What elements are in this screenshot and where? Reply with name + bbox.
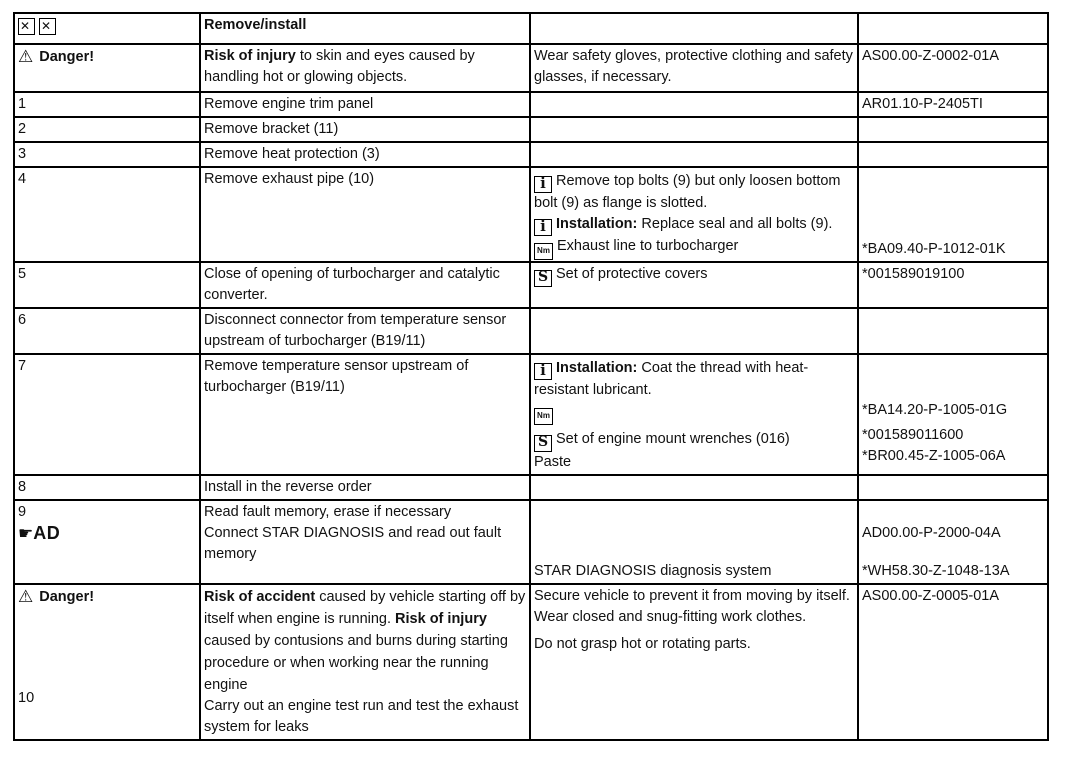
step-refs xyxy=(858,500,1048,584)
tool-text: Set of protective covers xyxy=(556,266,708,282)
step-text: Disconnect connector from temperature sensor upstream of turbocharger (B19/11) xyxy=(200,308,530,354)
danger-risk-cell xyxy=(200,584,530,740)
step-tool xyxy=(530,262,858,308)
step-row xyxy=(14,167,1048,262)
remove-install-icon xyxy=(18,18,35,35)
danger-measures xyxy=(530,584,858,740)
step-text: Remove temperature sensor upstream of turbocharger (B19/11) xyxy=(200,354,530,475)
paste-text: Paste xyxy=(534,454,572,470)
note-label: Installation: xyxy=(556,216,638,232)
torque-icon: Nm xyxy=(534,243,553,260)
step-row xyxy=(14,308,1048,354)
risk-text: to skin and eyes caused by handling hot or glowing objects. xyxy=(204,48,475,85)
risk-title: Risk of accident xyxy=(204,589,316,605)
risk-text: caused by vehicle starting off by itself when engine is running. xyxy=(204,589,526,627)
warning-icon: ⚠ xyxy=(18,47,34,66)
measure-text: Do not grasp hot or rotating parts. xyxy=(534,636,751,652)
danger-label-cell xyxy=(14,44,200,92)
danger-ref[interactable]: AS00.00-Z-0002-01A xyxy=(858,44,1048,92)
risk-text: caused by contusions and burns during starting procedure or when working near the running engine xyxy=(204,633,508,693)
step-text: Remove bracket (11) xyxy=(200,117,530,142)
step-text: Connect STAR DIAGNOSIS and read out fault memory xyxy=(204,525,502,562)
step-text: Install in the reverse order xyxy=(200,475,530,500)
torque-icon: Nm xyxy=(534,408,553,425)
note-label: Installation: xyxy=(556,360,638,376)
note-text: Remove top bolts (9) but only loosen bottom bolt (9) as flange is slotted. xyxy=(534,173,841,211)
step-text: Remove exhaust pipe (10) xyxy=(200,167,530,262)
measure-text: Wear closed and snug-fitting work clothes. xyxy=(534,609,807,625)
step-ref[interactable]: *BA09.40-P-1012-01K xyxy=(862,241,1006,257)
step-refs xyxy=(858,354,1048,475)
step-number: 1 xyxy=(14,92,200,117)
step-text-cell xyxy=(200,500,530,584)
step-notes xyxy=(530,354,858,475)
step-number: 2 xyxy=(14,117,200,142)
step-row xyxy=(14,117,1048,142)
step-text: Remove engine trim panel xyxy=(200,92,530,117)
step-row xyxy=(14,475,1048,500)
step-ref[interactable]: *001589011600 xyxy=(862,427,964,443)
step-row xyxy=(14,142,1048,167)
step-number: 8 xyxy=(14,475,200,500)
danger-ref[interactable]: AS00.00-Z-0005-01A xyxy=(858,584,1048,740)
step-ref[interactable]: AR01.10-P-2405TI xyxy=(858,92,1048,117)
info-icon: i xyxy=(534,176,552,193)
risk-title: Risk of injury xyxy=(395,611,487,627)
system-text: STAR DIAGNOSIS diagnosis system xyxy=(534,563,772,579)
step-ref-cell xyxy=(858,167,1048,262)
header-empty-1 xyxy=(530,13,858,44)
step-row xyxy=(14,354,1048,475)
header-title: Remove/install xyxy=(200,13,530,44)
info-icon: i xyxy=(534,219,552,236)
step-ref[interactable]: *BR00.45-Z-1005-06A xyxy=(862,448,1006,464)
step-number: 9 xyxy=(18,504,27,520)
step-ref[interactable]: *001589019100 xyxy=(858,262,1048,308)
step-number: 7 xyxy=(14,354,200,475)
danger-measure: Wear safety gloves, protective clothing and safety glasses, if necessary. xyxy=(530,44,858,92)
torque-text: Exhaust line to turbocharger xyxy=(557,238,739,254)
danger-label: Danger! xyxy=(39,589,95,605)
special-tool-icon: S xyxy=(534,270,552,287)
step-text: Read fault memory, erase if necessary xyxy=(204,504,452,520)
warning-icon: ⚠ xyxy=(18,587,34,606)
step-row xyxy=(14,500,1048,584)
special-tool-icon: S xyxy=(534,435,552,452)
step-text: Remove heat protection (3) xyxy=(200,142,530,167)
table-header-row xyxy=(14,13,1048,44)
header-empty-2 xyxy=(858,13,1048,44)
step-ref[interactable]: AD00.00-P-2000-04A xyxy=(862,525,1001,541)
danger-risk-cell xyxy=(200,44,530,92)
danger-label: Danger! xyxy=(39,49,95,65)
step-number: 4 xyxy=(14,167,200,262)
step-text: Carry out an engine test run and test the exhaust system for leaks xyxy=(204,698,519,735)
pointing-hand-icon: ☛ xyxy=(18,524,34,543)
step-row xyxy=(14,92,1048,117)
step-ref[interactable]: *BA14.20-P-1005-01G xyxy=(862,402,1008,418)
step-ref[interactable]: *WH58.30-Z-1048-13A xyxy=(862,563,1010,579)
step-number: 6 xyxy=(14,308,200,354)
step-number: 10 xyxy=(18,690,35,706)
danger-row-2 xyxy=(14,584,1048,740)
ad-label: AD xyxy=(33,523,61,543)
step-text: Close of opening of turbocharger and catalytic converter. xyxy=(200,262,530,308)
step-number: 3 xyxy=(14,142,200,167)
step-row xyxy=(14,262,1048,308)
step-notes xyxy=(530,167,858,262)
danger-row-1 xyxy=(14,44,1048,92)
step-number-cell xyxy=(14,500,200,584)
step-system-cell xyxy=(530,500,858,584)
measure-text: Secure vehicle to prevent it from moving by itself. xyxy=(534,588,850,604)
risk-title: Risk of injury xyxy=(204,48,296,64)
header-icons-cell xyxy=(14,13,200,44)
danger-label-cell xyxy=(14,584,200,740)
note-text: Coat the thread with heat-resistant lubricant. xyxy=(534,360,809,398)
procedure-table xyxy=(13,12,1049,741)
step-number: 5 xyxy=(14,262,200,308)
info-icon: i xyxy=(534,363,552,380)
tool-text: Set of engine mount wrenches (016) xyxy=(556,431,790,447)
note-text: Replace seal and all bolts (9). xyxy=(637,216,833,232)
remove-install-icon-2 xyxy=(39,18,56,35)
